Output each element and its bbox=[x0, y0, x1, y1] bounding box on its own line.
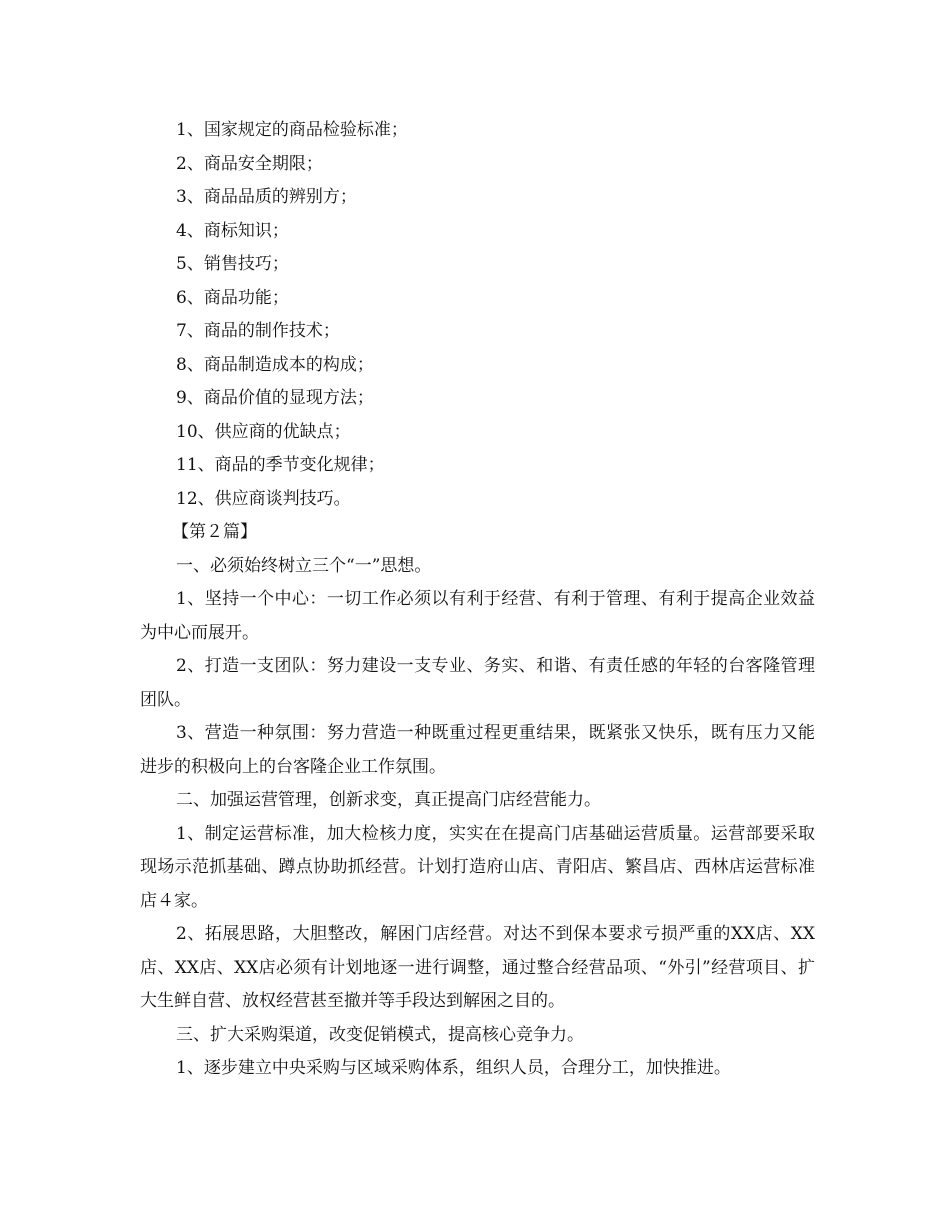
list-item: 3、商品品质的辨别方； bbox=[176, 187, 357, 207]
paragraph: 一、必须始终树立三个“一”思想。 bbox=[176, 555, 432, 576]
list-item: 6、商品功能； bbox=[176, 287, 289, 308]
paragraph: 1、逐步建立中央采购与区域采购体系，组织人员，合理分工，加快推进。 bbox=[176, 1058, 731, 1078]
paragraph: 1、制定运营标准，加大检核力度，实实在在提高门店基础运营质量。运营部要采取现场示范抓基础、蹲点协助抓经营。计划打造府山店、青阳店、繁昌店、西林店运营标准店４家。 bbox=[140, 823, 815, 911]
document-body bbox=[140, 114, 815, 1086]
paragraph: 3、营造一种氛围：努力营造一种既重过程更重结果，既紧张又快乐，既有压力又能进步的积极向上的台客隆企业工作氛围。 bbox=[140, 723, 815, 777]
paragraph: 二、加强运营管理，创新求变，真正提高门店经营能力。 bbox=[176, 790, 601, 810]
list-item: 4、商标知识； bbox=[176, 220, 289, 241]
paragraph: 1、坚持一个中心：一切工作必须以有利于经营、有利于管理、有利于提高企业效益为中心而展开。 bbox=[140, 589, 815, 643]
list-item: 11、商品的季节变化规律； bbox=[176, 455, 385, 475]
paragraph: 2、拓展思路，大胆整改，解困门店经营。对达不到保本要求亏损严重的XX店、XX店、XX店、XX店必须有计划地逐一进行调整，通过整合经营品项、“外引”经营项目、扩大生鲜自营、放权经营甚至撤并等手段达到解困之目的。 bbox=[140, 924, 815, 1011]
list-item: 12、供应商谈判技巧。 bbox=[176, 488, 351, 509]
list-item: 2、商品安全期限； bbox=[176, 153, 323, 174]
section-heading: 【第２篇】 bbox=[172, 522, 257, 542]
list-item: 5、销售技巧； bbox=[176, 254, 289, 274]
list-item: 9、商品价值的显现方法； bbox=[176, 388, 374, 408]
list-item: 7、商品的制作技术； bbox=[176, 321, 340, 341]
paragraph: 2、打造一支团队：努力建设一支专业、务实、和谐、有责任感的年轻的台客隆管理团队。 bbox=[140, 656, 815, 710]
list-item: 8、商品制造成本的构成； bbox=[176, 354, 374, 375]
paragraph: 三、扩大采购渠道，改变促销模式，提高核心竞争力。 bbox=[176, 1024, 584, 1045]
list-item: 10、供应商的优缺点； bbox=[176, 421, 351, 442]
list-item: 1、国家规定的商品检验标准； bbox=[176, 120, 408, 140]
